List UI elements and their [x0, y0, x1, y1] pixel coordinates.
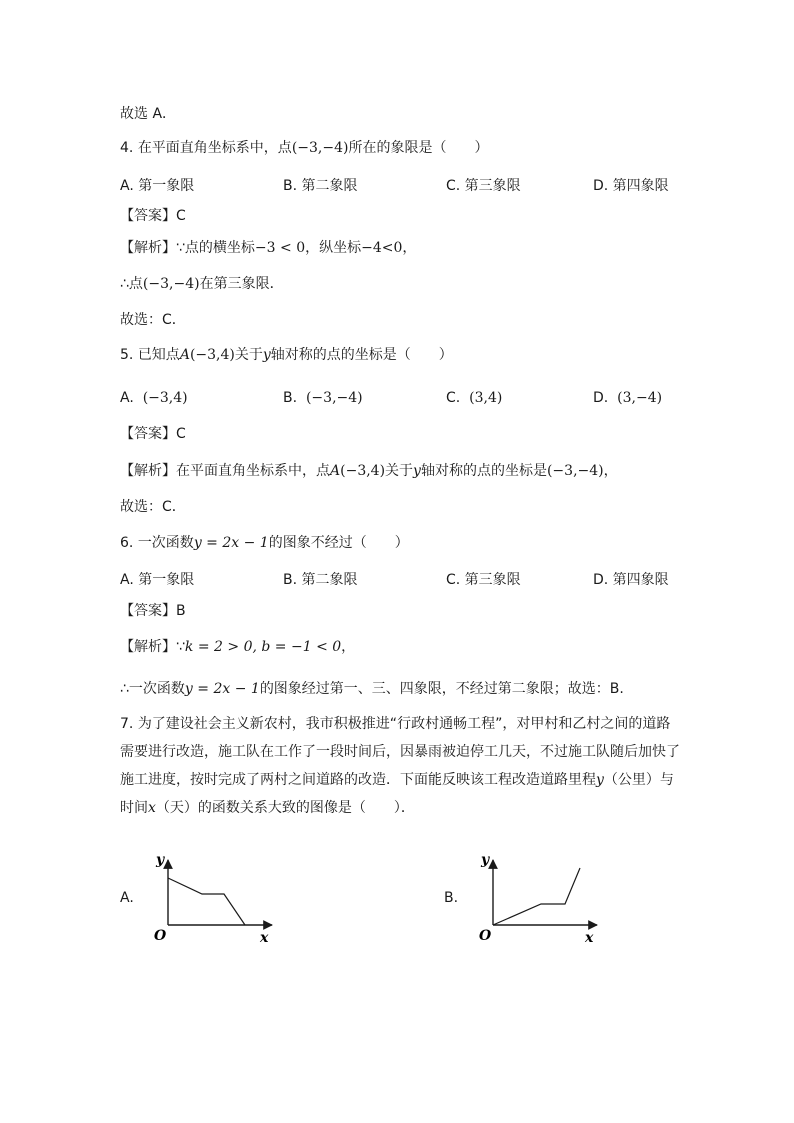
question-number: 7. — [120, 716, 134, 732]
answer: 【答案】C — [120, 426, 186, 442]
conclusion: 故选：C． — [120, 499, 186, 515]
analysis-text: ， — [603, 463, 618, 479]
prev-conclusion: 故选 A． — [120, 106, 177, 122]
question-number: 6. — [120, 535, 134, 551]
answer: 【答案】B — [120, 603, 186, 619]
analysis-text: 关于 — [385, 463, 414, 479]
graph-a-label: A. — [120, 890, 134, 906]
variable-x: x — [148, 800, 156, 816]
math-expression: k = 2 > 0, b = −1 < 0 — [184, 639, 342, 655]
option-d: D. 第四象限 — [593, 572, 669, 588]
question-text: 轴对称的点的坐标是（ ） — [270, 347, 453, 363]
question-number: 5. — [120, 347, 134, 363]
graph-b — [475, 848, 605, 948]
question-text: 已知点 — [137, 347, 180, 363]
point-letter: A — [179, 347, 190, 363]
question-text: 所在的象限是（ ） — [348, 140, 489, 156]
analysis-text: ∵ — [176, 639, 185, 655]
origin-label: O — [479, 928, 492, 944]
option-a: A. 第一象限 — [120, 572, 195, 588]
origin-label: O — [154, 928, 167, 944]
question-text: 一次函数 — [137, 535, 194, 551]
axis-variable: y — [262, 347, 271, 363]
answer: 【答案】C — [120, 208, 186, 224]
question-text: （天）的函数关系大致的图像是（ ）． — [155, 800, 415, 816]
option-d: D. 第四象限 — [593, 178, 669, 194]
analysis-text: ， — [402, 240, 417, 256]
option-b: B. 第二象限 — [283, 178, 358, 194]
analysis-line-1 — [120, 238, 416, 258]
question-text: 为了建设社会主义新农村，我市积极推进“行政村通畅工程”，对甲村和乙村之间的道路需要进行改造，施工队在工作了一段时间后，因暴雨被迫停工几天，不过施工队随后加快了施工进度，按时完成了两村之间道路的改造．下面能反映该工程改造道路里程 — [120, 716, 680, 788]
axis-x-label: x — [260, 930, 269, 946]
analysis-text: ∵点的横坐标 — [176, 240, 255, 256]
question-text: 在平面直角坐标系中，点 — [137, 140, 292, 156]
graph-line — [493, 868, 580, 925]
function-expression: y = 2x − 1 — [184, 681, 260, 697]
option-b: B. 第二象限 — [283, 572, 358, 588]
analysis-text: ∴点 — [120, 276, 143, 292]
point-coordinates: (−3,−4) — [142, 276, 200, 292]
variable-y: y — [596, 772, 604, 788]
analysis-label: 【解析】 — [120, 463, 176, 479]
analysis-text: 在第三象限． — [199, 276, 284, 292]
point-coordinates: (−3,4) — [189, 347, 235, 363]
analysis-text: ∴一次函数 — [120, 681, 185, 697]
question-text: 的图象不经过（ ） — [268, 535, 409, 551]
option-a: A. (−3,4) — [120, 390, 188, 406]
graph-a — [150, 848, 280, 948]
question-6-stem — [120, 533, 409, 553]
question-text: 关于 — [234, 347, 263, 363]
graph-b-label: B. — [444, 890, 459, 906]
point-coordinates: (−3,4) — [340, 463, 386, 479]
analysis-text: ，纵坐标 — [305, 240, 362, 256]
point-coordinates: (−3,−4) — [291, 140, 349, 156]
analysis-text: ， — [341, 639, 356, 655]
graph-line — [168, 878, 245, 925]
math-expression: −4<0 — [361, 240, 403, 256]
analysis-label: 【解析】 — [120, 639, 176, 655]
question-7-stem — [120, 710, 680, 822]
analysis-text: 的图象经过第一、三、四象限，不经过第二象限；故选：B. — [259, 681, 624, 697]
axis-variable: y — [413, 463, 421, 479]
option-d: D. (3,−4) — [593, 390, 663, 406]
option-a: A. 第一象限 — [120, 178, 195, 194]
point-coordinates: (−3,−4) — [546, 463, 604, 479]
analysis-line-2 — [120, 274, 284, 294]
conclusion: 故选：C． — [120, 312, 186, 328]
analysis-line-2 — [120, 679, 624, 699]
option-c: C. (3,4) — [446, 390, 503, 406]
axis-y-label: y — [481, 852, 490, 868]
option-b: B. (−3,−4) — [283, 390, 363, 406]
question-5-stem — [120, 345, 453, 365]
analysis-text: 在平面直角坐标系中，点 — [176, 463, 330, 479]
math-expression: −3 < 0 — [254, 240, 306, 256]
point-letter: A — [330, 463, 341, 479]
question-text: （公里）与时间 — [120, 772, 674, 816]
axis-y-label: y — [156, 852, 165, 868]
analysis-label: 【解析】 — [120, 240, 176, 256]
question-4-stem — [120, 138, 488, 158]
option-c: C. 第三象限 — [446, 178, 521, 194]
analysis-line — [120, 461, 618, 481]
analysis-text: 轴对称的点的坐标是 — [420, 463, 547, 479]
analysis-line-1 — [120, 637, 355, 657]
option-c: C. 第三象限 — [446, 572, 521, 588]
axis-x-label: x — [585, 930, 594, 946]
function-expression: y = 2x − 1 — [193, 535, 269, 551]
question-number: 4. — [120, 140, 134, 156]
